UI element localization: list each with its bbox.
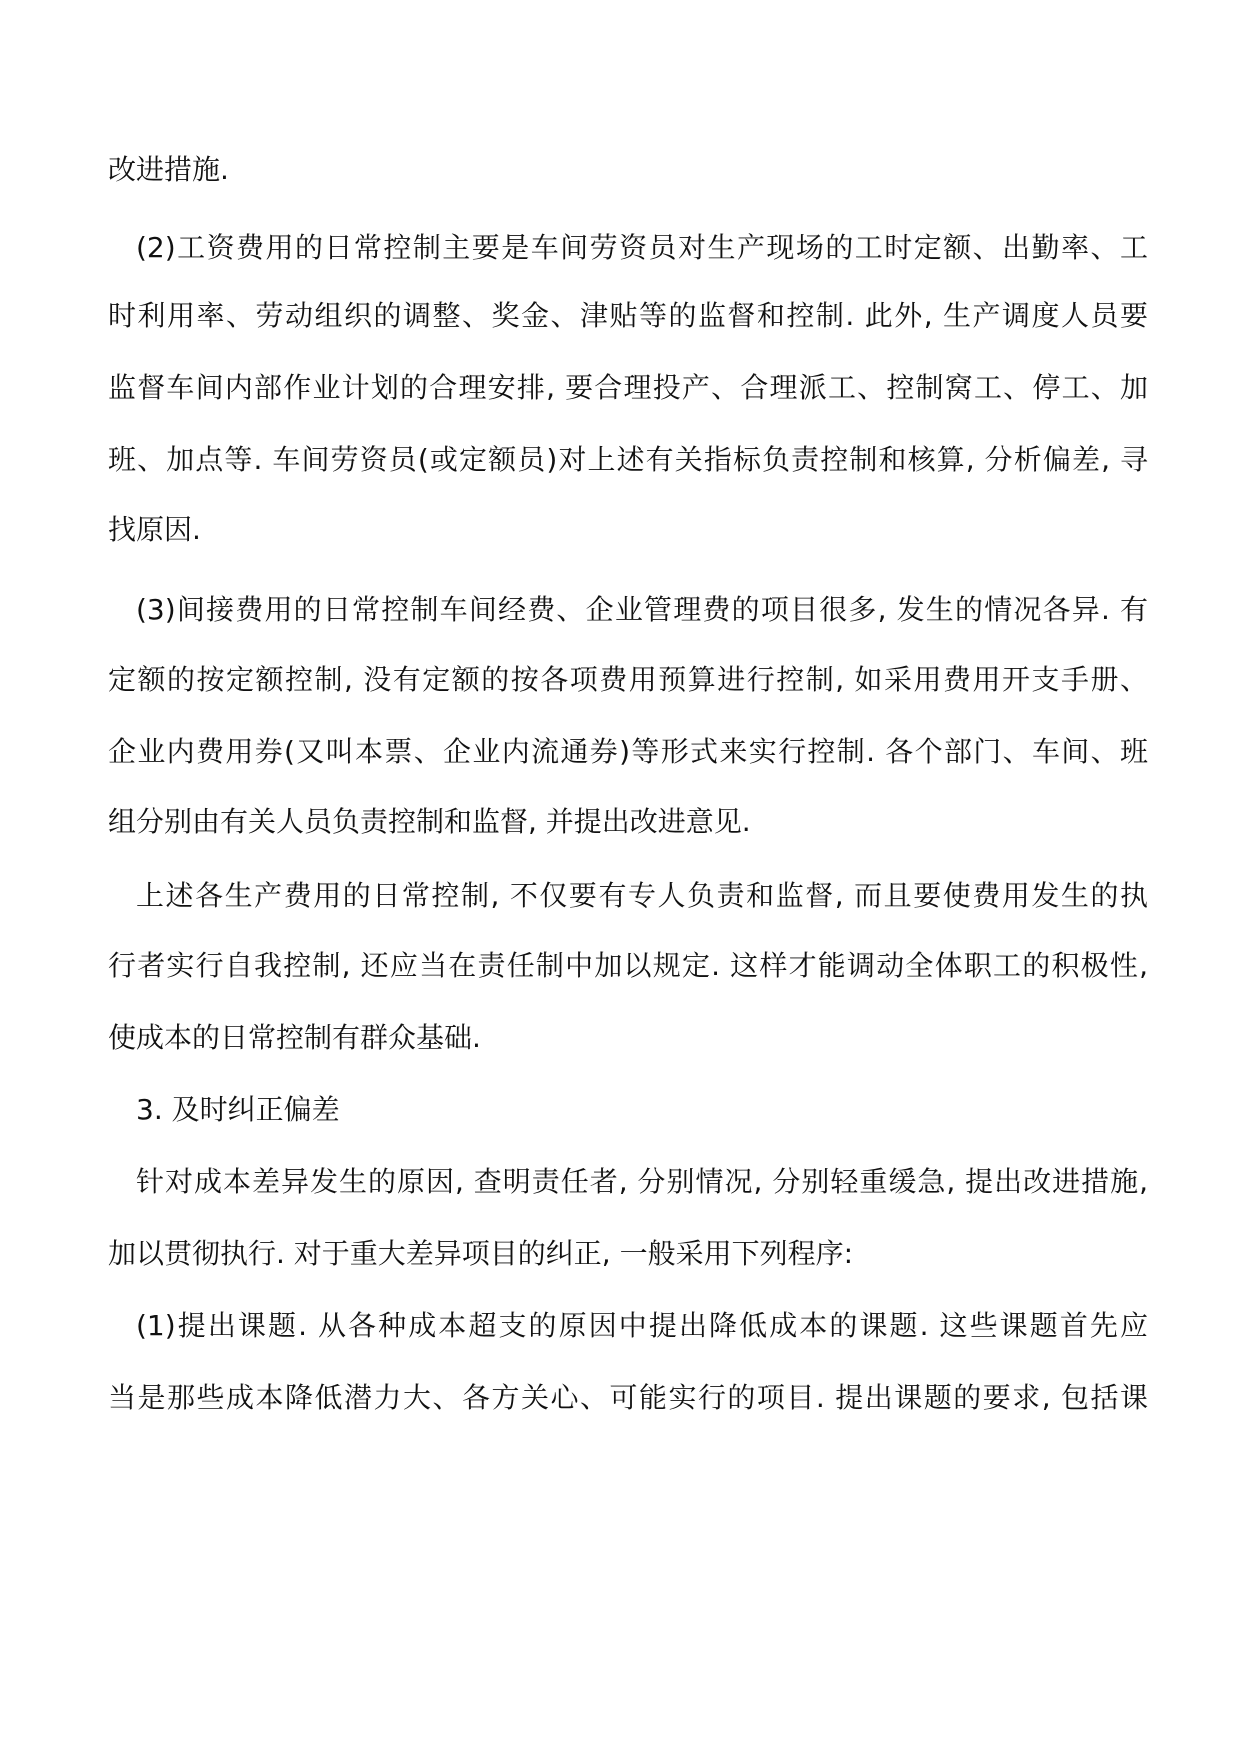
text-line: 行者实行自我控制, 还应当在责任制中加以规定. 这样才能调动全体职工的积极性, — [108, 949, 1148, 982]
text-line: (2)工资费用的日常控制主要是车间劳资员对生产现场的工时定额、出勤率、工 — [136, 231, 1148, 264]
text-line: 找原因. — [108, 513, 201, 546]
text-line: 针对成本差异发生的原因, 查明责任者, 分别情况, 分别轻重缓急, 提出改进措施, — [136, 1165, 1148, 1198]
text-line: 定额的按定额控制, 没有定额的按各项费用预算进行控制, 如采用费用开支手册、 — [108, 663, 1148, 696]
section-heading: 3. 及时纠正偏差 — [136, 1093, 340, 1126]
text-line: 上述各生产费用的日常控制, 不仅要有专人负责和监督, 而且要使费用发生的执 — [136, 879, 1148, 912]
text-line: 企业内费用券(又叫本票、企业内流通券)等形式来实行控制. 各个部门、车间、班 — [108, 735, 1148, 768]
text-line: 组分别由有关人员负责控制和监督, 并提出改进意见. — [108, 805, 751, 838]
text-line: 监督车间内部作业计划的合理安排, 要合理投产、合理派工、控制窝工、停工、加 — [108, 371, 1148, 404]
text-line: 时利用率、劳动组织的调整、奖金、津贴等的监督和控制. 此外, 生产调度人员要 — [108, 299, 1148, 332]
text-line: 加以贯彻执行. 对于重大差异项目的纠正, 一般采用下列程序: — [108, 1237, 854, 1270]
text-line: (1)提出课题. 从各种成本超支的原因中提出降低成本的课题. 这些课题首先应 — [136, 1309, 1148, 1342]
text-line: 改进措施. — [108, 153, 229, 186]
text-line: 使成本的日常控制有群众基础. — [108, 1021, 481, 1054]
text-line: (3)间接费用的日常控制车间经费、企业管理费的项目很多, 发生的情况各异. 有 — [136, 593, 1148, 626]
text-line: 班、加点等. 车间劳资员(或定额员)对上述有关指标负责控制和核算, 分析偏差, 寻 — [108, 443, 1148, 476]
text-line: 当是那些成本降低潜力大、各方关心、可能实行的项目. 提出课题的要求, 包括课 — [108, 1381, 1148, 1414]
